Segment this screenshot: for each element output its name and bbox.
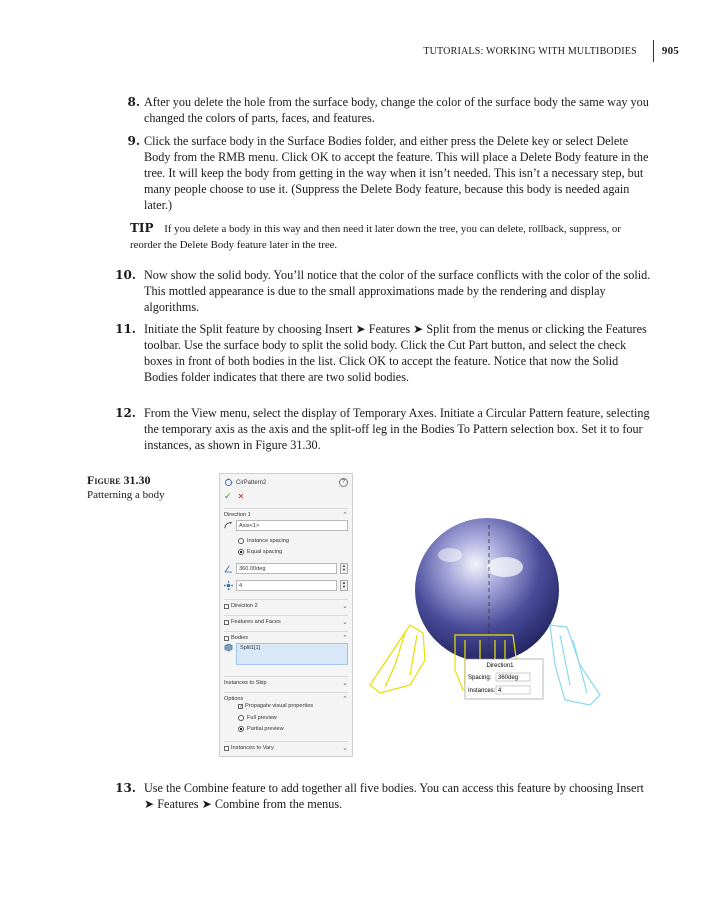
expand-chevron-icon[interactable]: ⌄ <box>342 619 348 626</box>
instances-vary-checkbox[interactable] <box>224 746 229 751</box>
body-list-item[interactable]: Split1[1] <box>240 645 261 651</box>
expand-chevron-icon[interactable]: ⌄ <box>342 603 348 610</box>
sphere-body <box>415 518 559 662</box>
step-11 <box>115 321 654 385</box>
step-number: 9. <box>127 134 140 148</box>
tip-box <box>130 220 654 253</box>
direction2-section[interactable] <box>224 599 348 610</box>
expand-chevron-icon[interactable]: ⌄ <box>342 745 348 752</box>
features-faces-checkbox[interactable] <box>224 620 229 625</box>
tip-label: TIP <box>130 221 154 235</box>
bodies-label: Bodies <box>231 635 249 641</box>
step-text: Use the Combine feature to add together all five bodies. You can access this feature by choosing Insert ➤ Features ➤ Combine from the menus. <box>144 781 644 811</box>
angle-spinner[interactable]: ▲ ▼ <box>340 563 348 574</box>
collapse-chevron-icon[interactable]: ⌃ <box>342 635 348 642</box>
axis-icon <box>224 521 233 530</box>
instances-skip-label: Instances to Skip <box>224 680 267 686</box>
propagate-checkbox[interactable]: ✓ <box>239 703 244 710</box>
direction2-label: Direction 2 <box>231 603 258 609</box>
tip-text: If you delete a body in this way and then need it later down the tree, you can delete, rollback, suppress, or reorder the Delete Body feature later in the tree. <box>130 223 621 251</box>
step-text: After you delete the hole from the surface body, change the color of the surface body the same way you changed the colors of parts, faces, and features. <box>144 95 649 125</box>
axis-selection-box[interactable]: Axis<1> <box>236 520 348 531</box>
callout-instances-value[interactable]: 4 <box>498 688 502 694</box>
step-number: 13. <box>115 781 136 795</box>
instance-spacing-label: Instance spacing <box>247 538 289 544</box>
cancel-button[interactable]: ✕ <box>237 492 245 501</box>
step-number: 12. <box>115 406 136 420</box>
instances-spinner[interactable]: ▲ ▼ <box>340 580 348 591</box>
step-12 <box>115 405 654 453</box>
callout-spacing-value[interactable]: 360deg <box>498 675 519 681</box>
figure-caption <box>87 473 165 503</box>
pattern-callout <box>465 659 543 699</box>
step-number: 10. <box>115 268 136 282</box>
options-label: Options <box>224 696 244 702</box>
direction2-checkbox[interactable] <box>224 604 229 609</box>
collapse-chevron-icon[interactable]: ⌃ <box>342 512 348 519</box>
full-preview-radio[interactable] <box>238 715 244 721</box>
left-leg-wireframe <box>370 625 425 693</box>
circular-pattern-icon <box>224 478 233 487</box>
right-leg-wireframe <box>550 625 600 705</box>
page-number: 905 <box>661 45 679 57</box>
callout-spacing-label: Spacing: <box>468 675 492 681</box>
expand-chevron-icon[interactable]: ⌄ <box>342 680 348 687</box>
running-header <box>423 40 679 62</box>
bodies-checkbox[interactable] <box>224 636 229 641</box>
step-text: From the View menu, select the display of Temporary Axes. Initiate a Circular Pattern feature, selecting the temporary axis as the axis and the split-off leg in the Bodies To Pattern selection box. Set it to four instances, as shown in Figure 31.30. <box>144 406 650 452</box>
instances-vary-label: Instances to Vary <box>231 745 274 751</box>
options-section[interactable] <box>224 692 348 703</box>
instance-spacing-radio[interactable] <box>238 538 244 544</box>
propagate-label: Propagate visual properties <box>245 703 314 709</box>
full-preview-label: Full preview <box>247 715 277 721</box>
angle-icon <box>224 564 233 573</box>
collapse-chevron-icon[interactable]: ⌃ <box>342 696 348 703</box>
features-faces-label: Features and Faces <box>231 619 281 625</box>
partial-preview-radio[interactable] <box>238 726 244 732</box>
help-icon[interactable]: ? <box>339 478 348 487</box>
step-10 <box>115 267 654 315</box>
callout-title: Direction1 <box>486 663 514 669</box>
instances-icon <box>224 581 233 590</box>
bodies-selection-list[interactable] <box>236 643 348 665</box>
angle-input[interactable]: 360.00deg <box>236 563 337 574</box>
instances-skip-section[interactable] <box>224 676 348 687</box>
body-icon <box>224 643 233 652</box>
step-text: Now show the solid body. You’ll notice that the color of the surface conflicts with the color of the solid. This mottled appearance is due to the small approximations made by the rendering and display algorithms. <box>144 268 651 314</box>
figure-number: Figure 31.30 <box>87 473 151 487</box>
running-title: TUTORIALS: WORKING WITH MULTIBODIES <box>423 45 637 57</box>
instances-input[interactable]: 4 <box>236 580 337 591</box>
direction1-label: Direction 1 <box>224 512 251 518</box>
model-viewport <box>355 515 615 725</box>
step-text: Initiate the Split feature by choosing Insert ➤ Features ➤ Split from the menus or clicking the Features toolbar. Use the surface body to split the solid body. Click the Cut Part button, and select the check boxes in front of both bodies in the list. Click OK to accept the feature. Notice that now the Solid Bodies folder indicates that there are two solid bodies. <box>144 322 647 384</box>
cirpattern-property-manager <box>219 473 353 757</box>
panel-title: CirPattern2 <box>236 479 267 486</box>
features-faces-section[interactable] <box>224 615 348 626</box>
callout-instances-label: Instances: <box>468 688 496 694</box>
step-number: 8. <box>127 95 140 109</box>
equal-spacing-radio[interactable] <box>238 549 244 555</box>
equal-spacing-label: Equal spacing <box>247 549 283 555</box>
step-13 <box>115 780 654 812</box>
ok-button[interactable]: ✓ <box>224 491 232 501</box>
step-9 <box>127 133 654 213</box>
bodies-section[interactable] <box>224 631 348 642</box>
partial-preview-label: Partial preview <box>247 726 284 732</box>
instances-vary-section[interactable] <box>224 741 348 752</box>
figure-caption-text: Patterning a body <box>87 489 165 501</box>
header-divider <box>653 40 654 62</box>
direction1-section[interactable] <box>224 508 348 519</box>
step-8 <box>127 94 654 126</box>
step-text: Click the surface body in the Surface Bodies folder, and either press the Delete key or select Delete Body from the RMB menu. Click OK to accept the feature. This will place a Delete Body feature in the tree. It will keep the body from getting in the way when it isn’t needed. This isn’t a necessary step, but many people choose to use it. (Suppress the Delete Body feature, because this body is needed again later.) <box>144 134 649 212</box>
step-number: 11. <box>115 322 136 336</box>
